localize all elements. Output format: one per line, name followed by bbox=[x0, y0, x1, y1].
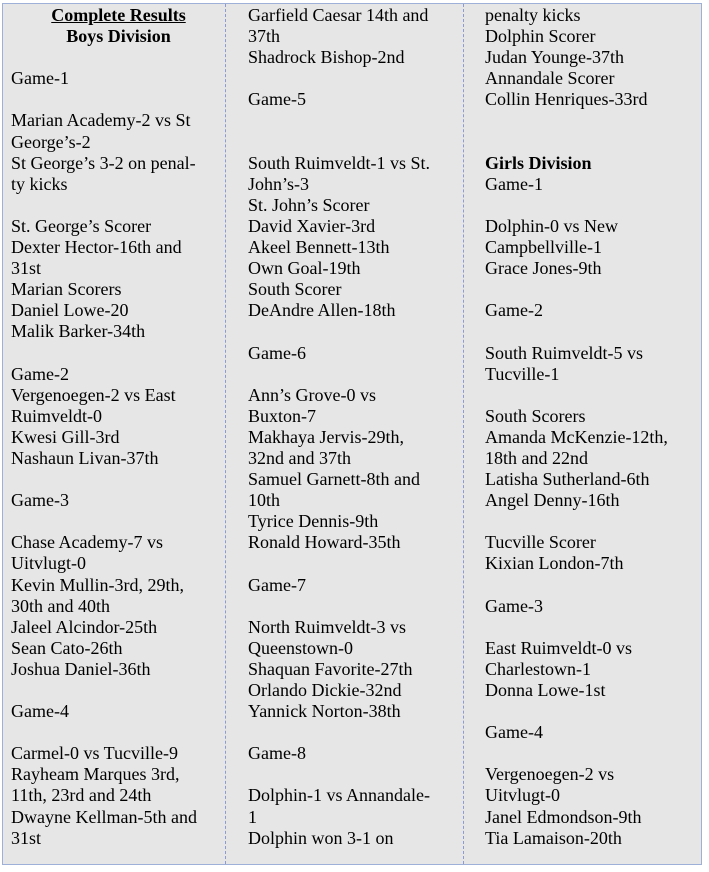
text-line: DeAndre Allen-18th bbox=[248, 300, 396, 321]
text-line: South Scorer bbox=[248, 279, 342, 300]
text-line: Rayheam Marques 3rd, bbox=[11, 764, 180, 785]
text-line: Dolphin-1 vs Annandale- bbox=[248, 785, 430, 806]
column-1 bbox=[11, 5, 226, 849]
document-title: Complete Results bbox=[51, 5, 186, 25]
text-line bbox=[485, 511, 697, 532]
text-line: Shaquan Favorite-27th bbox=[248, 658, 413, 679]
text-line: Vergenoegen-2 vs East bbox=[11, 384, 176, 405]
text-line: Tia Lamaison-20th bbox=[485, 827, 622, 848]
text-line: Annandale Scorer bbox=[485, 68, 615, 89]
text-line: Tucville Scorer bbox=[485, 532, 596, 553]
text-line: Buxton-7 bbox=[248, 405, 317, 426]
column-2-lines bbox=[248, 5, 460, 849]
text-line: Ruimveldt-0 bbox=[11, 405, 102, 426]
text-line: North Ruimveldt-3 vs bbox=[248, 616, 406, 637]
text-line: Game-1 bbox=[11, 68, 69, 89]
text-line: Game-4 bbox=[11, 701, 69, 722]
text-line bbox=[11, 343, 226, 364]
text-line bbox=[248, 722, 460, 743]
text-line bbox=[11, 469, 226, 490]
text-line: Janel Edmondson-9th bbox=[485, 806, 642, 827]
text-line bbox=[485, 701, 697, 722]
text-line: Kevin Mullin-3rd, 29th, bbox=[11, 574, 184, 595]
text-line: Ronald Howard-35th bbox=[248, 532, 401, 553]
column-2 bbox=[248, 5, 460, 849]
text-line bbox=[248, 596, 460, 617]
text-line bbox=[485, 195, 697, 216]
text-line: George’s-2 bbox=[11, 131, 91, 152]
text-line: Daniel Lowe-20 bbox=[11, 300, 129, 321]
text-line: Campbellville-1 bbox=[485, 237, 602, 258]
text-line: 30th and 40th bbox=[11, 595, 110, 616]
text-line: Orlando Dickie-32nd bbox=[248, 680, 402, 700]
text-line: Game-3 bbox=[11, 490, 69, 511]
text-line: Amanda McKenzie-12th, bbox=[485, 426, 668, 447]
text-line: Marian Academy-2 vs St bbox=[11, 110, 191, 131]
text-line: 32nd and 37th bbox=[248, 447, 351, 468]
text-line: Joshua Daniel-36th bbox=[11, 658, 151, 679]
text-line: Dexter Hector-16th and bbox=[11, 237, 182, 258]
text-line: Girls Division bbox=[485, 152, 592, 173]
text-line: Game-3 bbox=[485, 595, 543, 616]
text-line bbox=[485, 321, 697, 342]
text-line bbox=[485, 575, 697, 596]
boys-division-heading: Boys Division bbox=[66, 26, 171, 47]
text-line: Shadrock Bishop-2nd bbox=[248, 47, 405, 68]
text-line bbox=[248, 68, 460, 89]
text-line: Chase Academy-7 vs bbox=[11, 532, 163, 553]
text-line: Game-5 bbox=[248, 89, 306, 110]
text-line: ty kicks bbox=[11, 173, 68, 194]
text-line: Donna Lowe-1st bbox=[485, 680, 606, 700]
text-line bbox=[248, 764, 460, 785]
column-3 bbox=[485, 5, 697, 849]
text-line: 31st bbox=[11, 258, 42, 279]
text-line: Ann’s Grove-0 vs bbox=[248, 384, 376, 405]
text-line: Dolphin won 3-1 on bbox=[248, 827, 394, 848]
text-line: South Ruimveldt-5 vs bbox=[485, 342, 644, 363]
text-line: 37th bbox=[248, 26, 281, 47]
text-line: 10th bbox=[248, 490, 281, 511]
results-page bbox=[2, 3, 702, 865]
text-line: Game-7 bbox=[248, 574, 306, 595]
text-line: Game-2 bbox=[11, 363, 69, 384]
text-line bbox=[11, 722, 226, 743]
text-line: St. John’s Scorer bbox=[248, 194, 370, 215]
text-line bbox=[485, 132, 697, 153]
text-line: Nashaun Livan-37th bbox=[11, 447, 159, 468]
text-line bbox=[485, 743, 697, 764]
text-line: St George’s 3-2 on penal- bbox=[11, 152, 196, 173]
text-line: Akeel Bennett-13th bbox=[248, 237, 390, 258]
text-line: 31st bbox=[11, 827, 42, 848]
text-line: Garfield Caesar 14th and bbox=[248, 5, 429, 25]
text-line: Samuel Garnett-8th and bbox=[248, 469, 420, 490]
text-line: Game-6 bbox=[248, 342, 306, 363]
text-line bbox=[485, 385, 697, 406]
text-line: Latisha Sutherland-6th bbox=[485, 469, 650, 490]
text-line: penalty kicks bbox=[485, 5, 581, 25]
text-line: St. George’s Scorer bbox=[11, 215, 152, 236]
text-line bbox=[11, 680, 226, 701]
text-line: Marian Scorers bbox=[11, 279, 122, 300]
text-line: Malik Barker-34th bbox=[11, 321, 146, 342]
text-line: Jaleel Alcindor-25th bbox=[11, 616, 158, 637]
text-line: Carmel-0 vs Tucville-9 bbox=[11, 743, 178, 764]
column-3-lines bbox=[485, 5, 697, 849]
text-line bbox=[248, 553, 460, 574]
text-line: South Scorers bbox=[485, 405, 586, 426]
text-line: Sean Cato-26th bbox=[11, 637, 123, 658]
text-line bbox=[485, 279, 697, 300]
text-line bbox=[485, 110, 697, 131]
text-line: Makhaya Jervis-29th, bbox=[248, 426, 404, 447]
text-line: Uitvlugt-0 bbox=[11, 553, 86, 574]
text-line: Game-8 bbox=[248, 743, 306, 764]
text-line bbox=[248, 132, 460, 153]
line-spacer bbox=[11, 47, 226, 68]
text-line: 18th and 22nd bbox=[485, 447, 588, 468]
text-line bbox=[248, 110, 460, 131]
text-line: 11th, 23rd and 24th bbox=[11, 785, 152, 806]
text-line: Kwesi Gill-3rd bbox=[11, 426, 120, 447]
column-divider-2 bbox=[463, 4, 464, 864]
text-line: Dolphin-0 vs New bbox=[485, 215, 618, 236]
text-line: 1 bbox=[248, 806, 257, 827]
text-line: Tyrice Dennis-9th bbox=[248, 511, 379, 532]
text-line: Judan Younge-37th bbox=[485, 47, 625, 68]
text-line: Game-1 bbox=[485, 173, 543, 194]
text-line bbox=[248, 364, 460, 385]
text-line: Angel Denny-16th bbox=[485, 490, 620, 511]
text-line: Uitvlugt-0 bbox=[485, 785, 560, 806]
column-1-lines bbox=[11, 68, 226, 848]
text-line: Dolphin Scorer bbox=[485, 26, 596, 47]
text-line: Queenstown-0 bbox=[248, 637, 353, 658]
text-line: East Ruimveldt-0 vs bbox=[485, 637, 632, 658]
text-line: Charlestown-1 bbox=[485, 658, 591, 679]
text-line: Tucville-1 bbox=[485, 363, 560, 384]
text-line bbox=[485, 617, 697, 638]
text-line: South Ruimveldt-1 vs St. bbox=[248, 152, 431, 173]
text-line: Yannick Norton-38th bbox=[248, 701, 401, 722]
text-line: Kixian London-7th bbox=[485, 553, 624, 574]
text-line bbox=[11, 195, 226, 216]
text-line: John’s-3 bbox=[248, 173, 310, 194]
text-line bbox=[11, 511, 226, 532]
text-line: Game-2 bbox=[485, 300, 543, 321]
text-line: Vergenoegen-2 vs bbox=[485, 764, 615, 785]
text-line: Grace Jones-9th bbox=[485, 258, 602, 279]
text-line bbox=[248, 321, 460, 342]
text-line: Own Goal-19th bbox=[248, 258, 361, 279]
text-line: Dwayne Kellman-5th and bbox=[11, 806, 197, 827]
text-line: David Xavier-3rd bbox=[248, 215, 376, 236]
text-line: Game-4 bbox=[485, 722, 543, 743]
text-line bbox=[11, 89, 226, 110]
text-line: Collin Henriques-33rd bbox=[485, 89, 648, 110]
